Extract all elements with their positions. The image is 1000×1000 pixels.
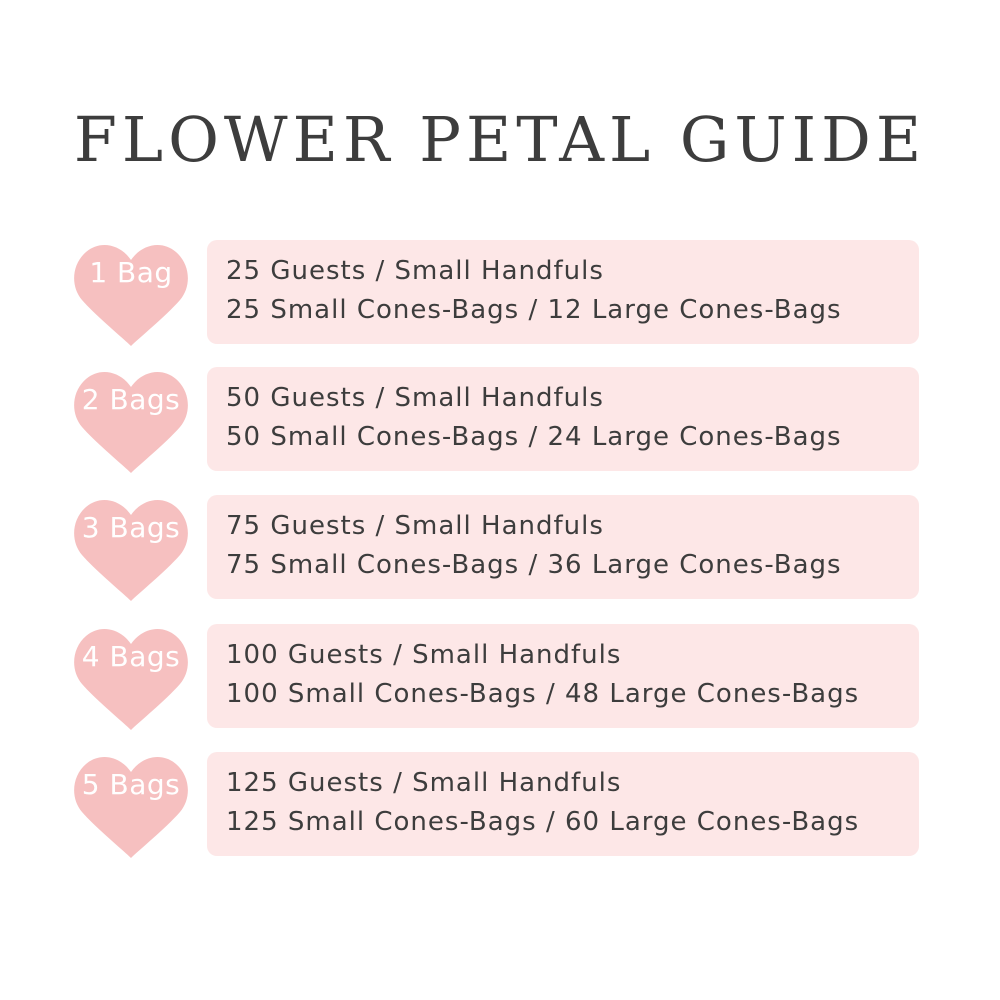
cones-line: 25 Small Cones-Bags / 12 Large Cones-Bags bbox=[226, 295, 842, 325]
bag-count-label: 1 Bag bbox=[89, 256, 173, 289]
heart-badge bbox=[72, 240, 190, 350]
guide-card bbox=[207, 367, 919, 471]
heart-badge bbox=[72, 495, 190, 605]
guests-line: 100 Guests / Small Handfuls bbox=[226, 640, 622, 670]
guide-row-2 bbox=[0, 367, 1000, 477]
guests-line: 50 Guests / Small Handfuls bbox=[226, 383, 604, 413]
guide-row-5 bbox=[0, 752, 1000, 862]
cones-line: 75 Small Cones-Bags / 36 Large Cones-Bags bbox=[226, 550, 842, 580]
guests-line: 25 Guests / Small Handfuls bbox=[226, 256, 604, 286]
guests-line: 75 Guests / Small Handfuls bbox=[226, 511, 604, 541]
guide-row-1 bbox=[0, 240, 1000, 350]
cones-line: 125 Small Cones-Bags / 60 Large Cones-Bags bbox=[226, 807, 860, 837]
bag-count-label: 5 Bags bbox=[81, 768, 181, 801]
heart-badge bbox=[72, 624, 190, 734]
bag-count-label: 4 Bags bbox=[81, 640, 181, 673]
heart-badge bbox=[72, 752, 190, 862]
bag-count-label: 2 Bags bbox=[81, 383, 181, 416]
guide-row-3 bbox=[0, 495, 1000, 605]
bag-count-label: 3 Bags bbox=[81, 511, 181, 544]
guide-card bbox=[207, 495, 919, 599]
guide-card bbox=[207, 624, 919, 728]
cones-line: 50 Small Cones-Bags / 24 Large Cones-Bags bbox=[226, 422, 842, 452]
guide-card bbox=[207, 240, 919, 344]
guests-line: 125 Guests / Small Handfuls bbox=[226, 768, 622, 798]
guide-card bbox=[207, 752, 919, 856]
guide-row-4 bbox=[0, 624, 1000, 734]
cones-line: 100 Small Cones-Bags / 48 Large Cones-Bags bbox=[226, 679, 860, 709]
heart-badge bbox=[72, 367, 190, 477]
page-title: FLOWER PETAL GUIDE bbox=[73, 103, 927, 176]
